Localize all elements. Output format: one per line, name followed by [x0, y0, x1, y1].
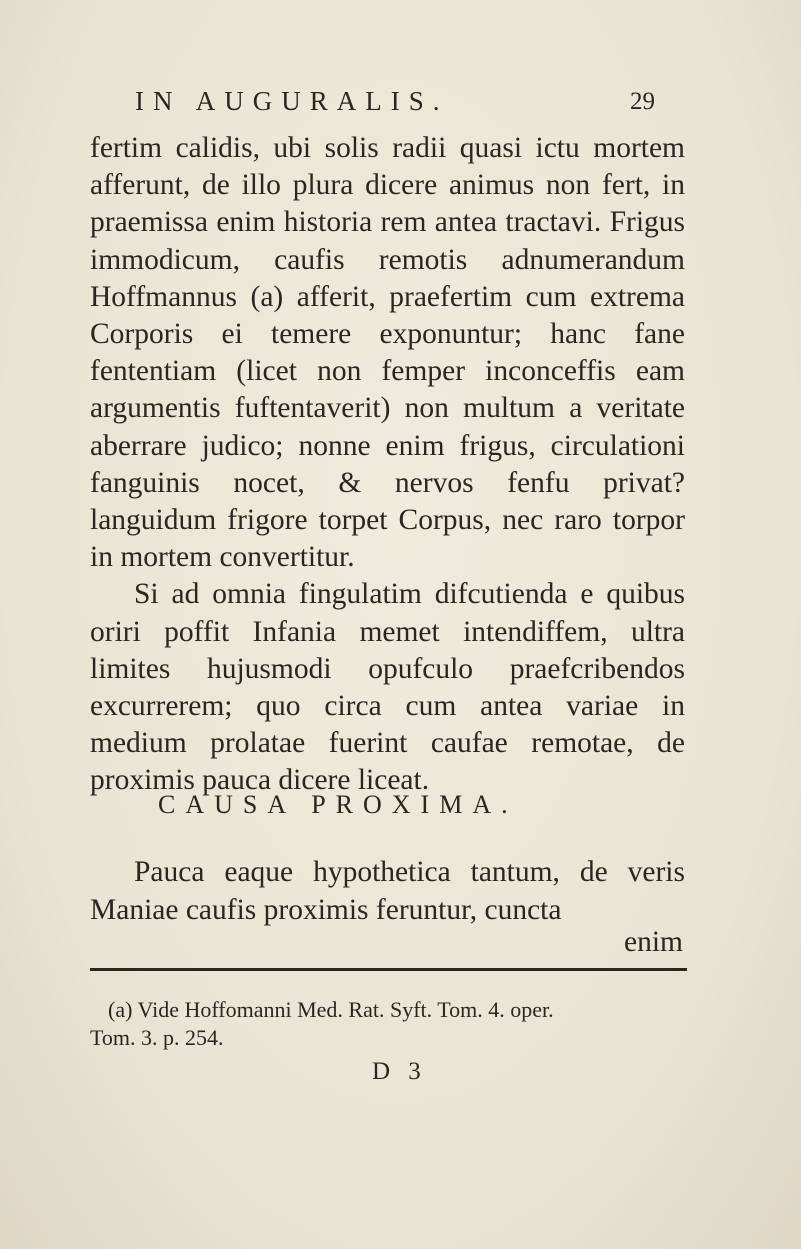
paragraph-2: Si ad omnia fingulatim difcutienda e quibus oriri poffit Infania memet intendiffem, ultra limites hujusmodi opufculo praefcribendos excurrerem; quo circa cum antea variae in medium prolatae fuerint caufae remotae, de proximis pauca dicere liceat. — [90, 578, 685, 797]
paragraph-1: fertim calidis, ubi solis radii quasi ictu mortem afferunt, de illo plura dicere animus non fert, in praemissa enim historia rem antea tractavi. Frigus immodicum, caufis remotis adnumerandum Hoffmannus (a) afferit, praefertim cum extrema Corporis ei temere exponuntur; hanc fane fententiam (licet non femper inconceffis eam argumentis fuftentaverit) non multum a veritate aberrare judico; nonne enim frigus, circulationi fanguinis nocet, & nervos fenfu privat? languidum frigore torpet Corpus, nec raro torpor in mortem convertitur. — [90, 132, 685, 574]
main-text — [90, 130, 685, 800]
page-header — [135, 86, 655, 126]
signature-mark: D 3 — [372, 1058, 427, 1085]
footnote-line-1: (a) Vide Hoffomanni Med. Rat. Syft. Tom. 4. oper. — [108, 997, 554, 1022]
catchword: enim — [624, 926, 683, 958]
section-body — [90, 854, 685, 929]
footnote-line-2: Tom. 3. p. 254. — [90, 1025, 224, 1050]
page-number: 29 — [630, 88, 655, 115]
running-head: IN AUGURALIS. — [135, 86, 449, 116]
footnote-rule — [90, 968, 687, 971]
footnote — [90, 996, 690, 1052]
section-heading: CAUSA PROXIMA. — [158, 790, 518, 819]
paragraph-3: Pauca eaque hypothetica tantum, de veris Maniae caufis proximis feruntur, cuncta — [90, 856, 685, 926]
